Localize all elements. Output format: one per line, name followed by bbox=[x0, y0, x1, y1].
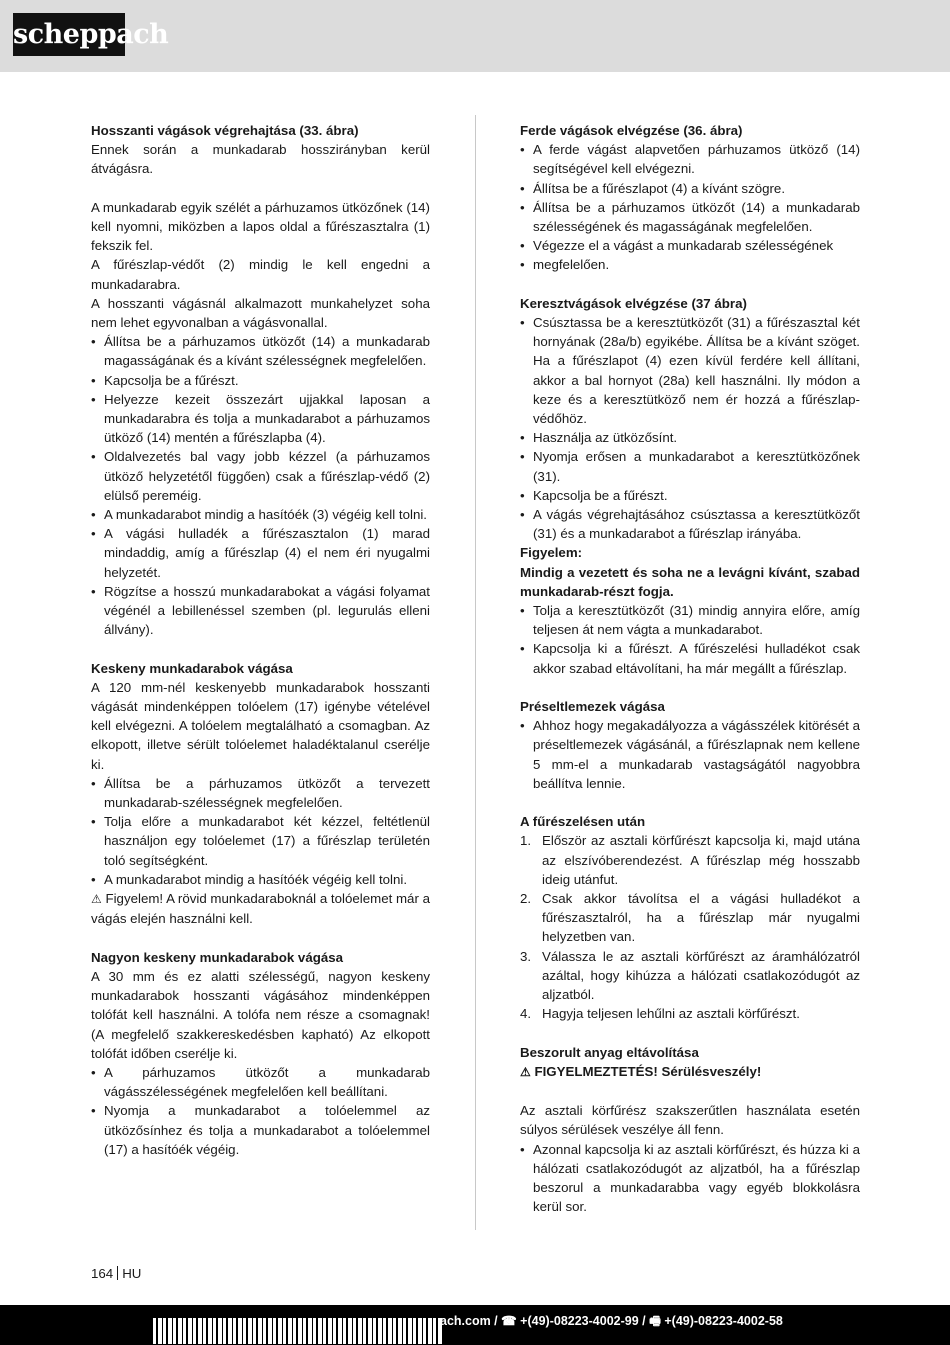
list-item: • Ahhoz hogy megakadályozza a vágásszélek kitörését a préseltlemezek vágásánál, a fűrészlapnak nem kellene 5 mm-el a munkadarab vastagságától nagyobbra beállítva lennie. bbox=[520, 716, 860, 793]
list-text: Válassza le az asztali körfűrészt az áramhálózatról azáltal, hogy kihúzza a hálózati csatlakozódugót az aljzatból. bbox=[542, 948, 860, 1003]
bullet-list bbox=[520, 716, 860, 793]
list-item: • A vágási hulladék a fűrészasztalon (1) marad mindaddig, amíg a fűrészlap (4) el nem éri nyugalmi helyzetét. bbox=[91, 524, 430, 582]
list-number: 3. bbox=[520, 948, 532, 964]
bullet-list bbox=[520, 1140, 860, 1217]
bullet-list bbox=[91, 332, 430, 639]
list-item: • Kapcsolja ki a fűrészt. A fűrészelési hulladékot csak akkor szabad eltávolítani, ha már megállt a fűrészlap. bbox=[520, 639, 860, 677]
bullet-list bbox=[520, 313, 860, 543]
paragraph: A 120 mm-nél keskenyebb munkadarabok hosszanti vágását mindenképpen tolóelem (17) igénybe vételével kell elvégezni. A tolóelem megtalálható a csomagban. Az elkopott, illetve sérült tolóelemet haladéktalanul cserélje ki. bbox=[91, 679, 430, 772]
left-column bbox=[91, 121, 430, 1159]
list-item: • Nyomja a munkadarabot a tolóelemmel az ütközősínhez és tolja a munkadarabot a tolóelemmel (17) a hasítóék végéig. bbox=[91, 1101, 430, 1159]
attention-text: Mindig a vezetett és soha ne a levágni kívánt, szabad munkadarab-részt fogja. bbox=[520, 564, 860, 599]
list-item: • Csúsztassa be a keresztütközőt (31) a fűrészasztal két hornyának (28a/b) egyikébe. Állítsa be a kívánt szöget. Ha a fűrészlapot (4) ezen kívül ferdére kell állítani, akkor a bal hornyot (28a) kell használni. Ily módon a keze és a keresztütköző nem ér hozzá a fűrészlap-védőhöz. bbox=[520, 313, 860, 428]
attention-label: Figyelem: bbox=[520, 545, 583, 561]
footer-contact: ach.com / ☎ +(49)-08223-4002-99 / 🖷 +(49)-08223-4002-58 bbox=[440, 1314, 783, 1328]
list-item bbox=[520, 1004, 860, 1023]
list-item: • Helyezze kezeit összezárt ujjakkal laposan a munkadarabra és tolja a munkadarabot a párhuzamos ütköző (14) mentén a fűrészlapba (4). bbox=[91, 390, 430, 448]
list-number: 1. bbox=[520, 833, 532, 849]
list-item bbox=[520, 831, 860, 889]
section-title: Préseltlemezek vágása bbox=[520, 699, 665, 715]
page-header bbox=[0, 0, 950, 72]
section-title: Beszorult anyag eltávolítása bbox=[520, 1044, 699, 1060]
list-item: • Oldalvezetés bal vagy jobb kézzel (a párhuzamos ütköző helyzetétől függően) csak a fűrészlap-védő (2) elülső pereméig. bbox=[91, 447, 430, 505]
right-column bbox=[520, 121, 860, 1217]
list-item: • megfelelően. bbox=[520, 255, 860, 274]
list-item: • A munkadarabot mindig a hasítóék végéig kell tolni. bbox=[91, 870, 430, 889]
brand-logo: scheppach bbox=[13, 13, 125, 56]
list-item: • A munkadarabot mindig a hasítóék (3) végéig kell tolni. bbox=[91, 505, 430, 524]
list-item bbox=[520, 889, 860, 947]
list-item: • Állítsa be a párhuzamos ütközőt a tervezett munkadarab-szélességnek megfelelően. bbox=[91, 774, 430, 812]
list-item: • Azonnal kapcsolja ki az asztali körfűrészt, és húzza ki a hálózati csatlakozódugót az aljzatból, ha a fűrészlap beszorul a munkadarabba vagy egyéb blokkolásra kerül sor. bbox=[520, 1140, 860, 1217]
warning-icon: ⚠ bbox=[91, 892, 102, 907]
list-item: • Állítsa be a párhuzamos ütközőt (14) a munkadarab magasságának és a kívánt szélességnek megfelelően. bbox=[91, 332, 430, 370]
warning-text: FIGYELMEZTETÉS! Sérülésveszély! bbox=[534, 1063, 762, 1079]
page-number-value: 164 bbox=[91, 1266, 114, 1281]
page-number bbox=[91, 1266, 141, 1281]
paragraph: A 30 mm és ez alatti szélességű, nagyon keskeny munkadarabok hosszanti vágásához mindenképpen tolófát kell használni. A tolófa nem része a csomagnak! (A megfelelő szakkereskedésben kapható) Az elkopott tolófát időben cserélje ki. bbox=[91, 968, 430, 1061]
paragraph: Ennek során a munkadarab hosszirányban kerül átvágásra. bbox=[91, 142, 430, 177]
list-item: • Tolja a keresztütközőt (31) mindig annyira előre, amíg teljesen át nem vágta a munkadarabot. bbox=[520, 601, 860, 639]
list-item: • Állítsa be a fűrészlapot (4) a kívánt szögre. bbox=[520, 179, 860, 198]
list-item: • A párhuzamos ütközőt a munkadarab vágásszélességének megfelelően kell beállítani. bbox=[91, 1063, 430, 1101]
footer-obscured-text bbox=[153, 1318, 443, 1344]
warning-text: Figyelem! A rövid munkadaraboknál a tolóelemet már a vágás elején használni kell. bbox=[91, 891, 430, 927]
page-language: HU bbox=[122, 1266, 142, 1281]
list-text: Először az asztali körfűrészt kapcsolja ki, majd utána az elszívóberendezést. A fűrészlap még hosszabb ideig utánfut. bbox=[542, 833, 860, 887]
list-item: • Kapcsolja be a fűrészt. bbox=[91, 371, 430, 390]
list-item: • A vágás végrehajtásához csúsztassa a keresztütközőt (31) és a munkadarabot a fűrészlap irányába. bbox=[520, 505, 860, 543]
numbered-list bbox=[520, 831, 860, 1023]
list-text: Csak akkor távolítsa el a vágási hulladékot a fűrészasztalról, ha a fűrészlap már nyugalmi helyzetben van. bbox=[542, 891, 860, 945]
list-text: Hagyja teljesen lehűlni az asztali körfűrészt. bbox=[542, 1006, 800, 1022]
list-item: • A ferde vágást alapvetően párhuzamos ütköző (14) segítségével kell elvégezni. bbox=[520, 140, 860, 178]
list-item: • Használja az ütközősínt. bbox=[520, 428, 860, 447]
warning-heading bbox=[520, 1062, 860, 1082]
section-title: A fűrészelésen után bbox=[520, 814, 646, 830]
list-item: • Tolja előre a munkadarabot két kézzel, feltétlenül használjon egy tolóelemet (17) a fűrészlap területén toló segítségként. bbox=[91, 812, 430, 870]
column-divider bbox=[475, 115, 476, 1230]
bullet-list bbox=[520, 601, 860, 678]
warning-icon: ⚠ bbox=[520, 1064, 531, 1079]
section-title: Ferde vágások elvégzése (36. ábra) bbox=[520, 123, 743, 138]
list-item: • Végezze el a vágást a munkadarab szélességének bbox=[520, 236, 860, 255]
paragraph: A hosszanti vágásnál alkalmazott munkahelyzet soha nem lehet egyvonalban a vágásvonallal. bbox=[91, 295, 430, 331]
paragraph: Az asztali körfűrész szakszerűtlen használata esetén súlyos sérülések veszélye áll fenn. bbox=[520, 1103, 860, 1138]
list-item: • Kapcsolja be a fűrészt. bbox=[520, 486, 860, 505]
list-number: 2. bbox=[520, 891, 532, 907]
list-item: • Rögzítse a hosszú munkadarabokat a vágási folyamat végénél a lebillenéssel szemben (pl. legurulás elleni állvány). bbox=[91, 582, 430, 640]
list-number: 4. bbox=[520, 1006, 532, 1022]
page-number-separator bbox=[117, 1266, 118, 1280]
section-title: Keresztvágások elvégzése (37 ábra) bbox=[520, 295, 747, 311]
paragraph: A munkadarab egyik szélét a párhuzamos ütközőnek (14) kell nyomni, miközben a lapos oldal a fűrészasztalra (1) fekszik fel. bbox=[91, 199, 430, 254]
list-item: • Nyomja erősen a munkadarabot a keresztütközőnek (31). bbox=[520, 447, 860, 485]
section-title: Keskeny munkadarabok vágása bbox=[91, 660, 293, 676]
bullet-list bbox=[91, 1063, 430, 1159]
paragraph: A fűrészlap-védőt (2) mindig le kell engedni a munkadarabra. bbox=[91, 257, 430, 292]
bullet-list bbox=[91, 774, 430, 889]
section-title: Hosszanti vágások végrehajtása (33. ábra) bbox=[91, 123, 359, 138]
list-item: • Állítsa be a párhuzamos ütközőt (14) a munkadarab szélességének és magasságának megfelelően. bbox=[520, 198, 860, 236]
bullet-list bbox=[520, 140, 860, 274]
section-title: Nagyon keskeny munkadarabok vágása bbox=[91, 949, 344, 965]
warning-paragraph bbox=[91, 889, 430, 928]
list-item bbox=[520, 947, 860, 1005]
